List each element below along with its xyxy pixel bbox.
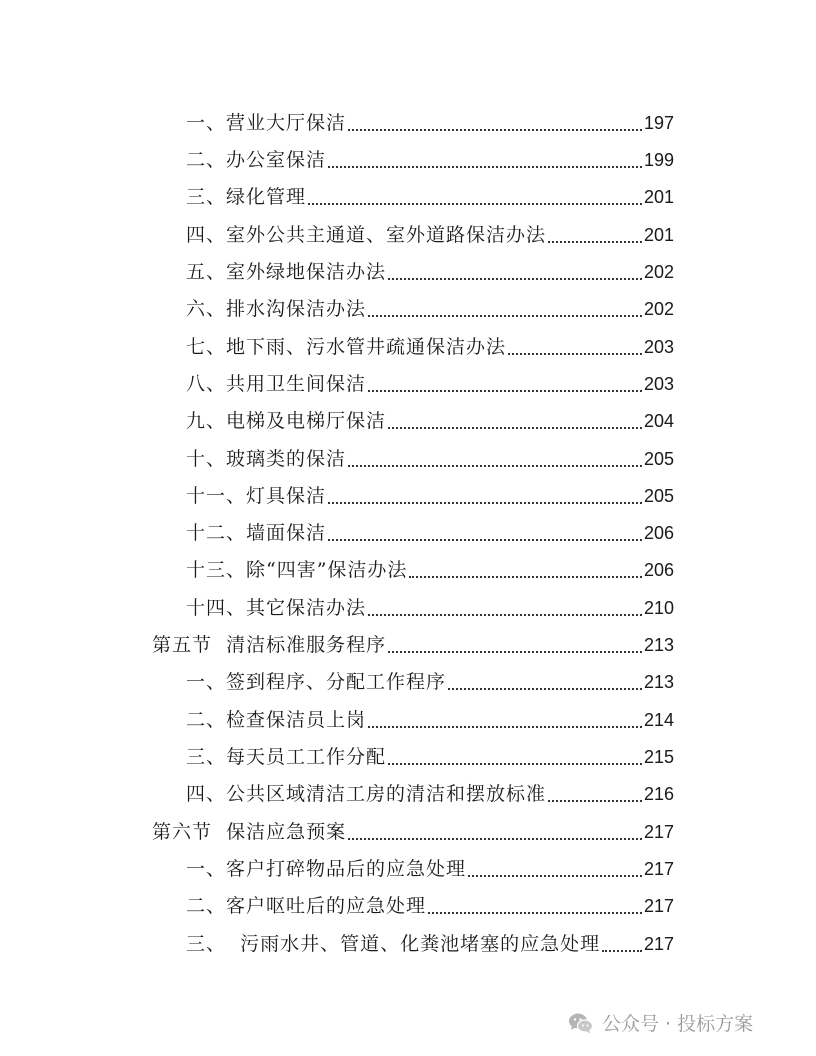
toc-entry-title: 六、排水沟保洁办法 [186,298,367,320]
toc-entry[interactable] [186,104,674,134]
dot-leader [602,928,642,952]
dot-leader [428,890,642,914]
dot-leader [508,331,642,355]
dot-leader [368,293,642,317]
toc-entry-page: 217 [643,934,674,954]
toc-entry-page: 206 [643,560,674,580]
toc-entry-title: 二、办公室保洁 [186,149,327,171]
dot-leader [388,405,642,429]
toc-entry[interactable] [186,216,674,246]
toc-entry-page: 217 [643,859,674,879]
toc-entry-page: 204 [643,411,674,431]
toc-entry-title: 三、每天员工工作分配 [186,746,387,768]
toc-entry[interactable] [186,253,674,283]
toc-entry[interactable] [186,887,674,917]
toc-entry-page: 202 [643,262,674,282]
toc-entry[interactable] [186,663,674,693]
toc-entry-title: 十四、其它保洁办法 [186,597,367,619]
toc-entry-page: 205 [643,486,674,506]
toc-entry[interactable] [186,589,674,619]
toc-entry-page: 213 [643,672,674,692]
toc-entry[interactable] [186,290,674,320]
toc-entry-page: 203 [643,374,674,394]
toc-entry-title: 十二、墙面保洁 [186,522,327,544]
toc-entry-page: 217 [643,896,674,916]
toc-entry[interactable] [186,402,674,432]
toc-entry-title: 十一、灯具保洁 [186,485,327,507]
toc-entry[interactable] [186,328,674,358]
wechat-icon [568,1011,594,1035]
dot-leader [409,554,642,578]
toc-entry-page: 214 [643,710,674,730]
toc-entry-title: 五、室外绿地保洁办法 [186,261,387,283]
toc-entry[interactable] [186,141,674,171]
toc-entry[interactable] [186,850,674,880]
toc-entry-title: 七、地下雨、污水管井疏通保洁办法 [186,336,507,358]
dot-leader [388,629,642,653]
toc-entry-title: 一、营业大厅保洁 [186,112,347,134]
watermark [568,1009,753,1036]
toc-entry-page: 216 [643,784,674,804]
toc-entry-title: 一、客户打碎物品后的应急处理 [186,858,467,880]
dot-leader [328,480,642,504]
toc-entry-page: 215 [643,747,674,767]
toc-entry-title: 第六节 保洁应急预案 [152,821,347,843]
dot-leader [388,741,642,765]
toc-entry-title: 二、检查保洁员上岗 [186,709,367,731]
dot-leader [348,816,642,840]
toc-entry-page: 213 [643,635,674,655]
watermark-text: 公众号 · 投标方案 [602,1013,754,1035]
toc-entry[interactable] [186,738,674,768]
toc-entry-page: 210 [643,598,674,618]
toc-entry-page: 197 [643,113,674,133]
toc-entry-page: 202 [643,299,674,319]
toc-entry-title: 九、电梯及电梯厅保洁 [186,410,387,432]
dot-leader [308,181,642,205]
toc-entry[interactable] [186,178,674,208]
toc-entry-page: 205 [643,449,674,469]
dot-leader [328,517,642,541]
dot-leader [548,778,642,802]
dot-leader [448,666,642,690]
toc-entry-title: 十三、除“四害”保洁办法 [186,559,408,581]
toc-entry[interactable] [186,365,674,395]
toc-entry[interactable] [186,775,674,805]
toc-entry-title: 四、室外公共主通道、室外道路保洁办法 [186,224,547,246]
toc-section-entry[interactable] [152,626,674,656]
toc-entry[interactable] [186,551,674,581]
toc-entry-page: 199 [643,150,674,170]
toc-entry-title: 四、公共区域清洁工房的清洁和摆放标准 [186,783,547,805]
dot-leader [348,107,642,131]
toc-entry[interactable] [186,925,674,955]
toc-entry-title: 一、签到程序、分配工作程序 [186,671,447,693]
toc-entry-page: 206 [643,523,674,543]
dot-leader [328,144,642,168]
dot-leader [348,443,642,467]
toc-entry[interactable] [186,440,674,470]
dot-leader [468,853,642,877]
toc-section-entry[interactable] [152,813,674,843]
toc-entry-page: 201 [643,187,674,207]
toc-entry-title: 三、绿化管理 [186,186,307,208]
toc-entry-page: 201 [643,225,674,245]
toc-entry-page: 203 [643,337,674,357]
toc-entry-page: 217 [643,822,674,842]
toc-entry-title: 第五节 清洁标准服务程序 [152,634,387,656]
toc-entry[interactable] [186,514,674,544]
dot-leader [368,368,642,392]
toc-entry-title: 三、 污雨水井、管道、化粪池堵塞的应急处理 [186,933,601,955]
toc-entry-title: 二、客户呕吐后的应急处理 [186,895,427,917]
dot-leader [368,592,642,616]
dot-leader [368,704,642,728]
toc-entry[interactable] [186,701,674,731]
toc-entry-title: 十、玻璃类的保洁 [186,448,347,470]
dot-leader [548,219,642,243]
dot-leader [388,256,642,280]
toc-entry[interactable] [186,477,674,507]
toc-entry-title: 八、共用卫生间保洁 [186,373,367,395]
